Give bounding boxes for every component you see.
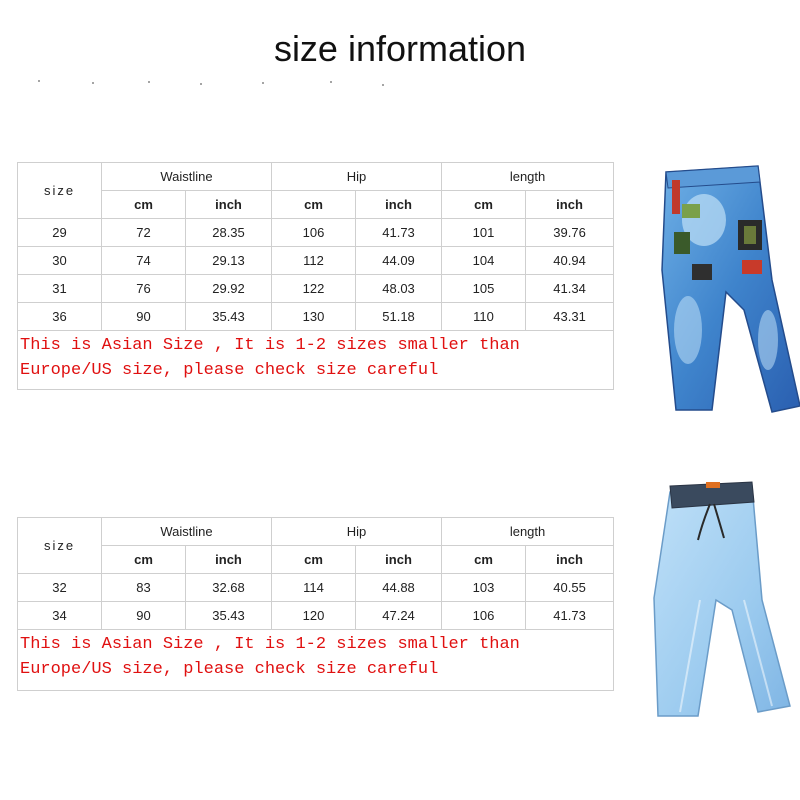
unit-cm: cm — [272, 191, 356, 219]
table-row — [18, 602, 614, 630]
group-header-row — [18, 163, 614, 191]
patch — [692, 264, 712, 280]
value-cell: 28.35 — [186, 219, 272, 247]
distressed-patch-jeans-image — [648, 160, 800, 418]
value-cell: 47.24 — [356, 602, 442, 630]
table-row — [18, 247, 614, 275]
table-row — [18, 275, 614, 303]
value-cell: 114 — [272, 574, 356, 602]
value-cell: 112 — [272, 247, 356, 275]
value-cell: 130 — [272, 303, 356, 331]
patch — [742, 260, 762, 274]
size-note — [18, 630, 614, 691]
value-cell: 120 — [272, 602, 356, 630]
unit-inch: inch — [526, 191, 614, 219]
value-cell: 44.88 — [356, 574, 442, 602]
value-cell: 122 — [272, 275, 356, 303]
unit-header-row — [18, 546, 614, 574]
jeans-body — [662, 166, 800, 412]
value-cell: 106 — [442, 602, 526, 630]
unit-inch: inch — [526, 546, 614, 574]
size-note-line-2: Europe/US size, please check size careful — [20, 361, 439, 380]
unit-cm: cm — [272, 546, 356, 574]
patch — [744, 226, 756, 244]
value-cell: 35.43 — [186, 602, 272, 630]
unit-cm: cm — [102, 191, 186, 219]
table-row — [18, 219, 614, 247]
hip-header: Hip — [272, 518, 442, 546]
size-cell: 32 — [18, 574, 102, 602]
size-note-line-1: This is Asian Size , It is 1-2 sizes smaller than — [20, 635, 520, 654]
unit-inch: inch — [356, 191, 442, 219]
unit-inch: inch — [186, 191, 272, 219]
value-cell: 103 — [442, 574, 526, 602]
group-header-row — [18, 518, 614, 546]
value-cell: 32.68 — [186, 574, 272, 602]
size-note — [18, 331, 614, 390]
patch — [674, 232, 690, 254]
value-cell: 74 — [102, 247, 186, 275]
note-row — [18, 630, 614, 691]
table-row — [18, 303, 614, 331]
light-wash-drawstring-jeans-image — [640, 480, 792, 718]
unit-cm: cm — [102, 546, 186, 574]
waistline-header: Waistline — [102, 518, 272, 546]
value-cell: 106 — [272, 219, 356, 247]
unit-header-row — [18, 191, 614, 219]
size-column-header: size — [18, 163, 102, 219]
value-cell: 44.09 — [356, 247, 442, 275]
value-cell: 104 — [442, 247, 526, 275]
size-cell: 29 — [18, 219, 102, 247]
scan-specks — [30, 78, 430, 88]
value-cell: 105 — [442, 275, 526, 303]
page-title: size information — [273, 28, 527, 69]
value-cell: 90 — [102, 303, 186, 331]
length-header: length — [442, 518, 614, 546]
waistline-header: Waistline — [102, 163, 272, 191]
value-cell: 40.55 — [526, 574, 614, 602]
value-cell: 101 — [442, 219, 526, 247]
unit-inch: inch — [186, 546, 272, 574]
value-cell: 48.03 — [356, 275, 442, 303]
size-cell: 30 — [18, 247, 102, 275]
patch — [682, 204, 700, 218]
value-cell: 51.18 — [356, 303, 442, 331]
size-table-1 — [17, 162, 614, 390]
unit-inch: inch — [356, 546, 442, 574]
size-column-header: size — [18, 518, 102, 574]
value-cell: 83 — [102, 574, 186, 602]
table-row — [18, 574, 614, 602]
length-header: length — [442, 163, 614, 191]
value-cell: 29.13 — [186, 247, 272, 275]
value-cell: 40.94 — [526, 247, 614, 275]
patch — [672, 180, 680, 214]
value-cell: 110 — [442, 303, 526, 331]
value-cell: 43.31 — [526, 303, 614, 331]
note-row — [18, 331, 614, 390]
hip-header: Hip — [272, 163, 442, 191]
size-cell: 34 — [18, 602, 102, 630]
value-cell: 90 — [102, 602, 186, 630]
unit-cm: cm — [442, 191, 526, 219]
value-cell: 35.43 — [186, 303, 272, 331]
value-cell: 29.92 — [186, 275, 272, 303]
value-cell: 39.76 — [526, 219, 614, 247]
size-cell: 31 — [18, 275, 102, 303]
value-cell: 76 — [102, 275, 186, 303]
size-table-2 — [17, 517, 614, 691]
size-note-line-1: This is Asian Size , It is 1-2 sizes smaller than — [20, 336, 520, 355]
value-cell: 41.73 — [356, 219, 442, 247]
value-cell: 41.34 — [526, 275, 614, 303]
size-note-line-2: Europe/US size, please check size careful — [20, 660, 439, 679]
value-cell: 41.73 — [526, 602, 614, 630]
value-cell: 72 — [102, 219, 186, 247]
jeans-body — [654, 486, 790, 716]
unit-cm: cm — [442, 546, 526, 574]
label-tag — [706, 482, 720, 488]
size-cell: 36 — [18, 303, 102, 331]
